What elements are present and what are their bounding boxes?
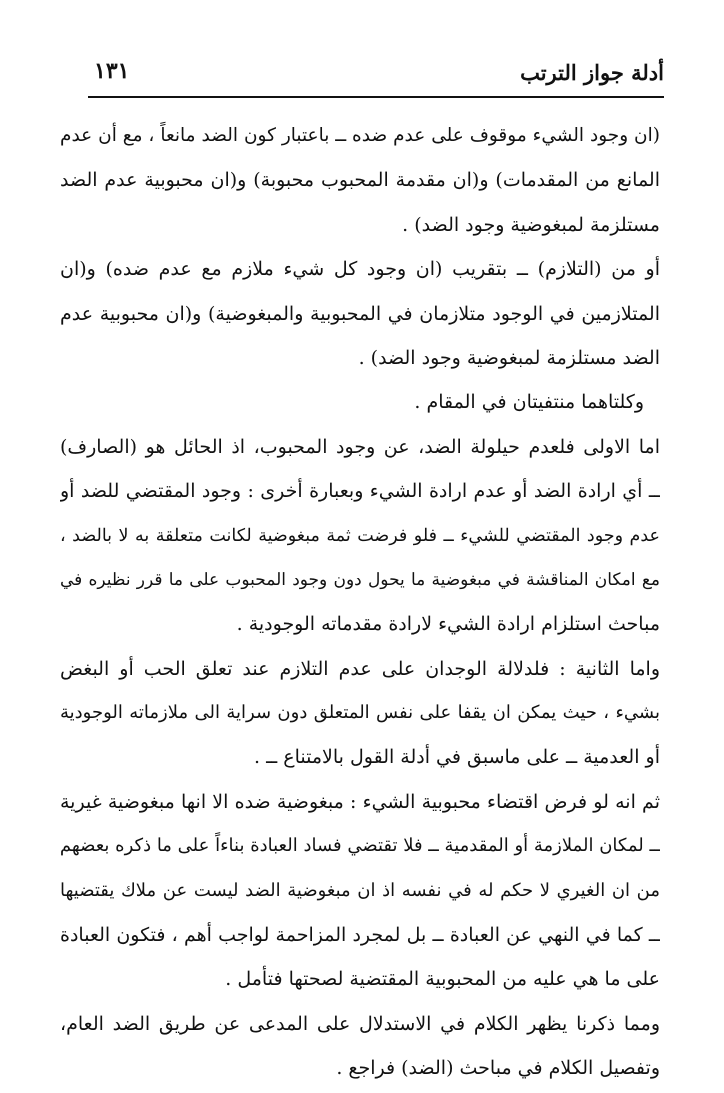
running-title: أدلة جواز الترتب xyxy=(520,60,664,85)
text-line: ثم انه لو فرض اقتضاء محبوبية الشيء : مبغوضية ضده الا انها مبغوضية غيرية xyxy=(60,790,660,813)
text-line: عدم وجود المقتضي للشيء ــ فلو فرضت ثمة مبغوضية لكانت متعلقة به لا بالضد ، xyxy=(60,525,660,546)
page-number: ١٣١ xyxy=(94,58,130,84)
text-line: ــ كما في النهي عن العبادة ــ بل لمجرد المزاحمة لواجب أهم ، فتكون العبادة xyxy=(60,924,660,947)
text-line: (ان وجود الشيء موقوف على عدم ضده ــ باعتبار كون الضد مانعاً ، مع أن عدم xyxy=(60,125,660,146)
text-line: بشيء ، حيث يمكن ان يقفا على نفس المتعلق دون سراية الى ملازماته الوجودية xyxy=(60,702,660,724)
text-line: اما الاولى فلعدم حيلولة الضد، عن وجود المحبوب، اذ الحائل هو (الصارف) xyxy=(60,435,660,458)
text-line: المانع من المقدمات) و(ان مقدمة المحبوب محبوبة) و(ان محبوبية عدم الضد xyxy=(60,169,660,192)
text-line: ــ لمكان الملازمة أو المقدمية ــ فلا تقتضي فساد العبادة بناءاً على ما ذكره بعضهم xyxy=(60,835,660,857)
text-line: وكلتاهما منتفيتان في المقام . xyxy=(414,391,644,414)
text-line: أو العدمية ــ على ماسبق في أدلة القول بالامتناع ــ . xyxy=(253,746,660,769)
text-line: المتلازمين في الوجود متلازمان في المحبوبية والمبغوضية) و(ان محبوبية عدم xyxy=(60,302,660,325)
text-line: مستلزمة لمبغوضية وجود الضد) . xyxy=(402,213,660,236)
text-line: وتفصيل الكلام في مباحث (الضد) فراجع . xyxy=(336,1057,660,1080)
text-line: واما الثانية : فلدلالة الوجدان على عدم التلازم عند تعلق الحب أو البغض xyxy=(60,657,660,680)
text-line: من ان الغيري لا حكم له في نفسه اذ ان مبغوضية الضد ليست عن ملاك يقتضيها xyxy=(60,879,660,901)
text-line: الضد مستلزمة لمبغوضية وجود الضد) . xyxy=(358,346,660,369)
text-line: على ما هي عليه من المحبوبية المقتضية لصحتها فتأمل . xyxy=(225,968,660,991)
text-line: مباحث استلزام ارادة الشيء لارادة مقدماته الوجودية . xyxy=(236,613,660,636)
text-line: ومما ذكرنا يظهر الكلام في الاستدلال على المدعى عن طريق الضد العام، xyxy=(60,1012,660,1035)
text-line: ــ أي ارادة الضد أو عدم ارادة الشيء وبعبارة أخرى : وجود المقتضي للضد أو xyxy=(60,480,660,503)
text-line: أو من (التلازم) ــ بتقريب (ان وجود كل شيء ملازم مع عدم ضده) و(ان xyxy=(60,258,660,281)
text-line: مع امكان المناقشة في مبغوضية ما يحول دون وجود المحبوب على ما قرر نظيره في xyxy=(60,569,660,590)
page-header xyxy=(88,52,664,98)
body-text xyxy=(60,114,660,1091)
